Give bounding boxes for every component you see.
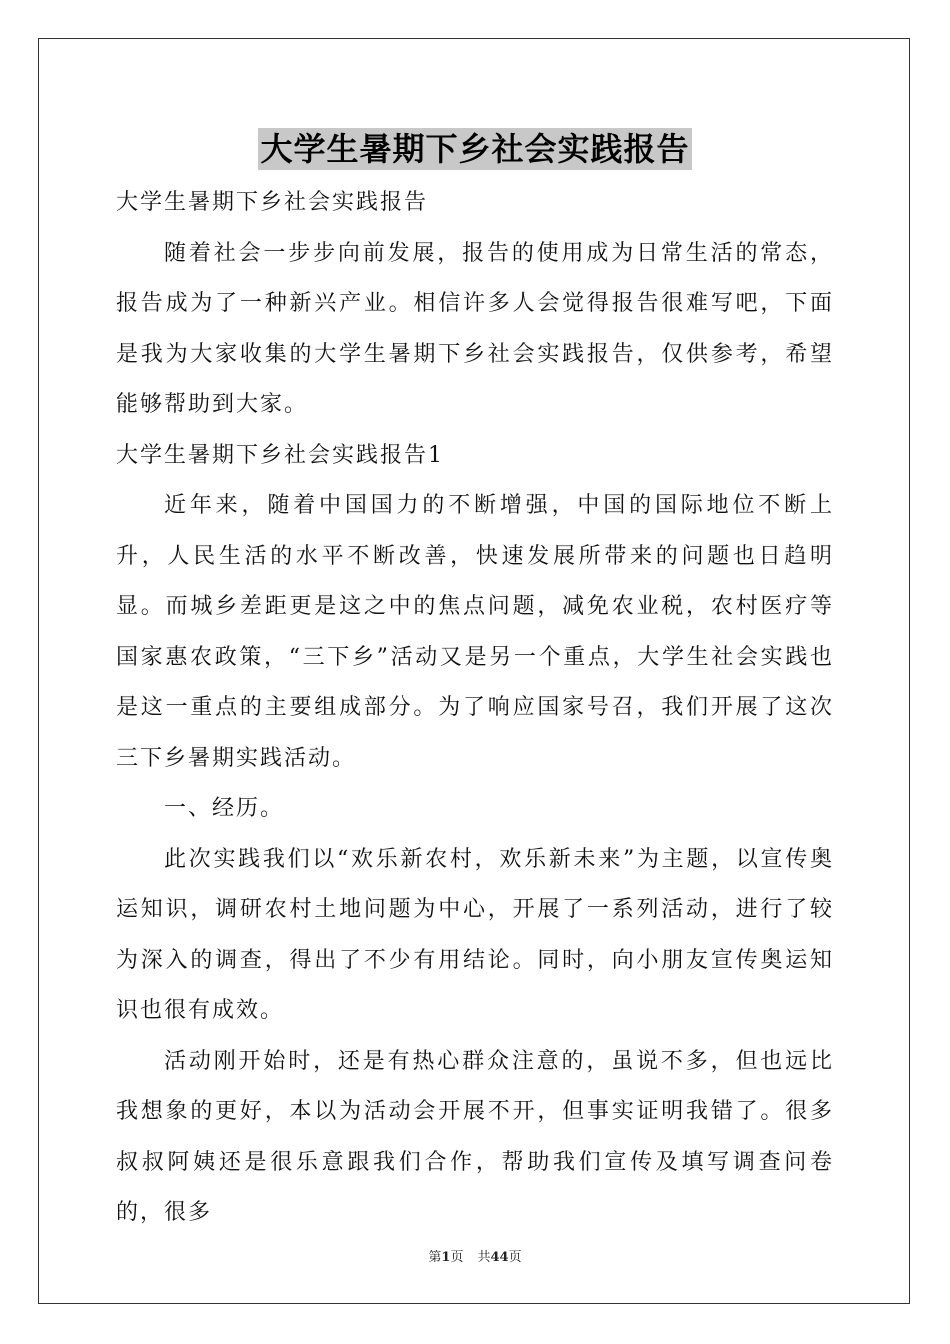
page-footer <box>0 1246 950 1265</box>
paragraph: 一、经历。 <box>164 796 285 821</box>
paragraph: 大学生暑期下乡社会实践报告1 <box>116 442 444 468</box>
total-label-suffix: 页 <box>508 1250 522 1265</box>
title-container <box>0 128 950 170</box>
page-number: 1 <box>441 1250 451 1265</box>
paragraph: 随着社会一步步向前发展，报告的使用成为日常生活的常态，报告成为了一种新兴产业。相信许多人会觉得报告很难写吧，下面是我为大家收集的大学生暑期下乡社会实践报告，仅供参考，希望能够帮助到大家。 <box>116 240 834 417</box>
paragraph: 近年来，随着中国国力的不断增强，中国的国际地位不断上升，人民生活的水平不断改善，快速发展所带来的问题也日趋明显。而城乡差距更是这之中的焦点问题，减免农业税，农村医疗等国家惠农政策，“三下乡”活动又是另一个重点，大学生社会实践也是这一重点的主要组成部分。为了响应国家号召，我们开展了这次三下乡暑期实践活动。 <box>116 493 834 771</box>
document-body <box>116 178 834 1239</box>
paragraph: 大学生暑期下乡社会实践报告 <box>116 190 429 215</box>
paragraph: 活动刚开始时，还是有热心群众注意的，虽说不多，但也远比我想象的更好，本以为活动会开展不开，但事实证明我错了。很多叔叔阿姨还是很乐意跟我们合作，帮助我们宣传及填写调查问卷的，很多 <box>116 1048 834 1225</box>
total-label-prefix: 共 <box>477 1250 491 1265</box>
paragraph: 此次实践我们以“欢乐新农村，欢乐新未来”为主题，以宣传奥运知识，调研农村土地问题为中心，开展了一系列活动，进行了较为深入的调查，得出了不少有用结论。同时，向小朋友宣传奥运知识也很有成效。 <box>116 846 834 1023</box>
page-label-suffix: 页 <box>450 1250 464 1265</box>
total-pages: 44 <box>490 1250 509 1265</box>
document-title: 大学生暑期下乡社会实践报告 <box>260 130 690 168</box>
page-label-prefix: 第 <box>428 1250 442 1265</box>
